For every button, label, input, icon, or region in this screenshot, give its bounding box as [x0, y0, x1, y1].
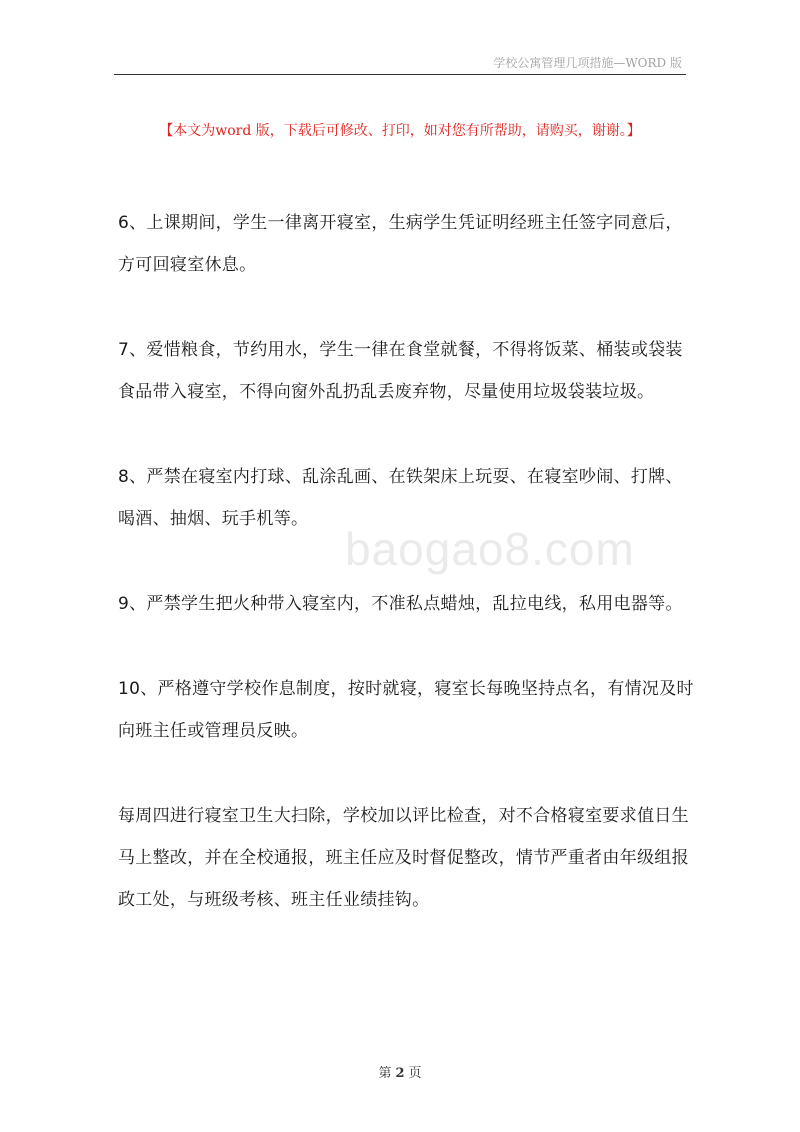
page-footer — [0, 1062, 800, 1081]
paragraph-cleaning-rule: 每周四进行寝室卫生大扫除，学校加以评比检查，对不合格寝室要求值日生马上整改，并在全校通报，班主任应及时督促整改，情节严重者由年级组报政工处，与班级考核、班主任业绩挂钩。 — [118, 806, 689, 910]
purchase-notice: 【本文为word 版，下载后可修改、打印，如对您有所帮助，请购买，谢谢。】 — [159, 123, 641, 139]
document-body — [118, 202, 696, 964]
header-divider — [114, 74, 686, 75]
footer-prefix: 第 — [378, 1066, 392, 1081]
paragraph-item-9: 9、严禁学生把火种带入寝室内，不准私点蜡烛，乱拉电线，私用电器等。 — [118, 594, 683, 614]
paragraph-item-10: 10、严格遵守学校作息制度，按时就寝，寝室长每晚坚持点名，有情况及时向班主任或管理员反映。 — [118, 679, 694, 741]
header-title: 学校公寓管理几项措施—WORD 版 — [493, 56, 682, 70]
paragraph-item-8: 8、严禁在寝室内打球、乱涂乱画、在铁架床上玩耍、在寝室吵闹、打牌、喝酒、抽烟、玩手机等。 — [118, 467, 683, 529]
paragraph-item-7: 7、爱惜粮食，节约用水，学生一律在食堂就餐，不得将饭菜、桶装或袋装食品带入寝室，不得向窗外乱扔乱丢废弃物，尽量使用垃圾袋装垃圾。 — [118, 340, 683, 402]
footer-suffix: 页 — [408, 1066, 422, 1081]
paragraph-item-6: 6、上课期间，学生一律离开寝室，生病学生凭证明经班主任签字同意后，方可回寝室休息。 — [118, 213, 683, 275]
page-number: 2 — [395, 1066, 405, 1081]
watermark-text: baogao8.com — [345, 523, 635, 575]
